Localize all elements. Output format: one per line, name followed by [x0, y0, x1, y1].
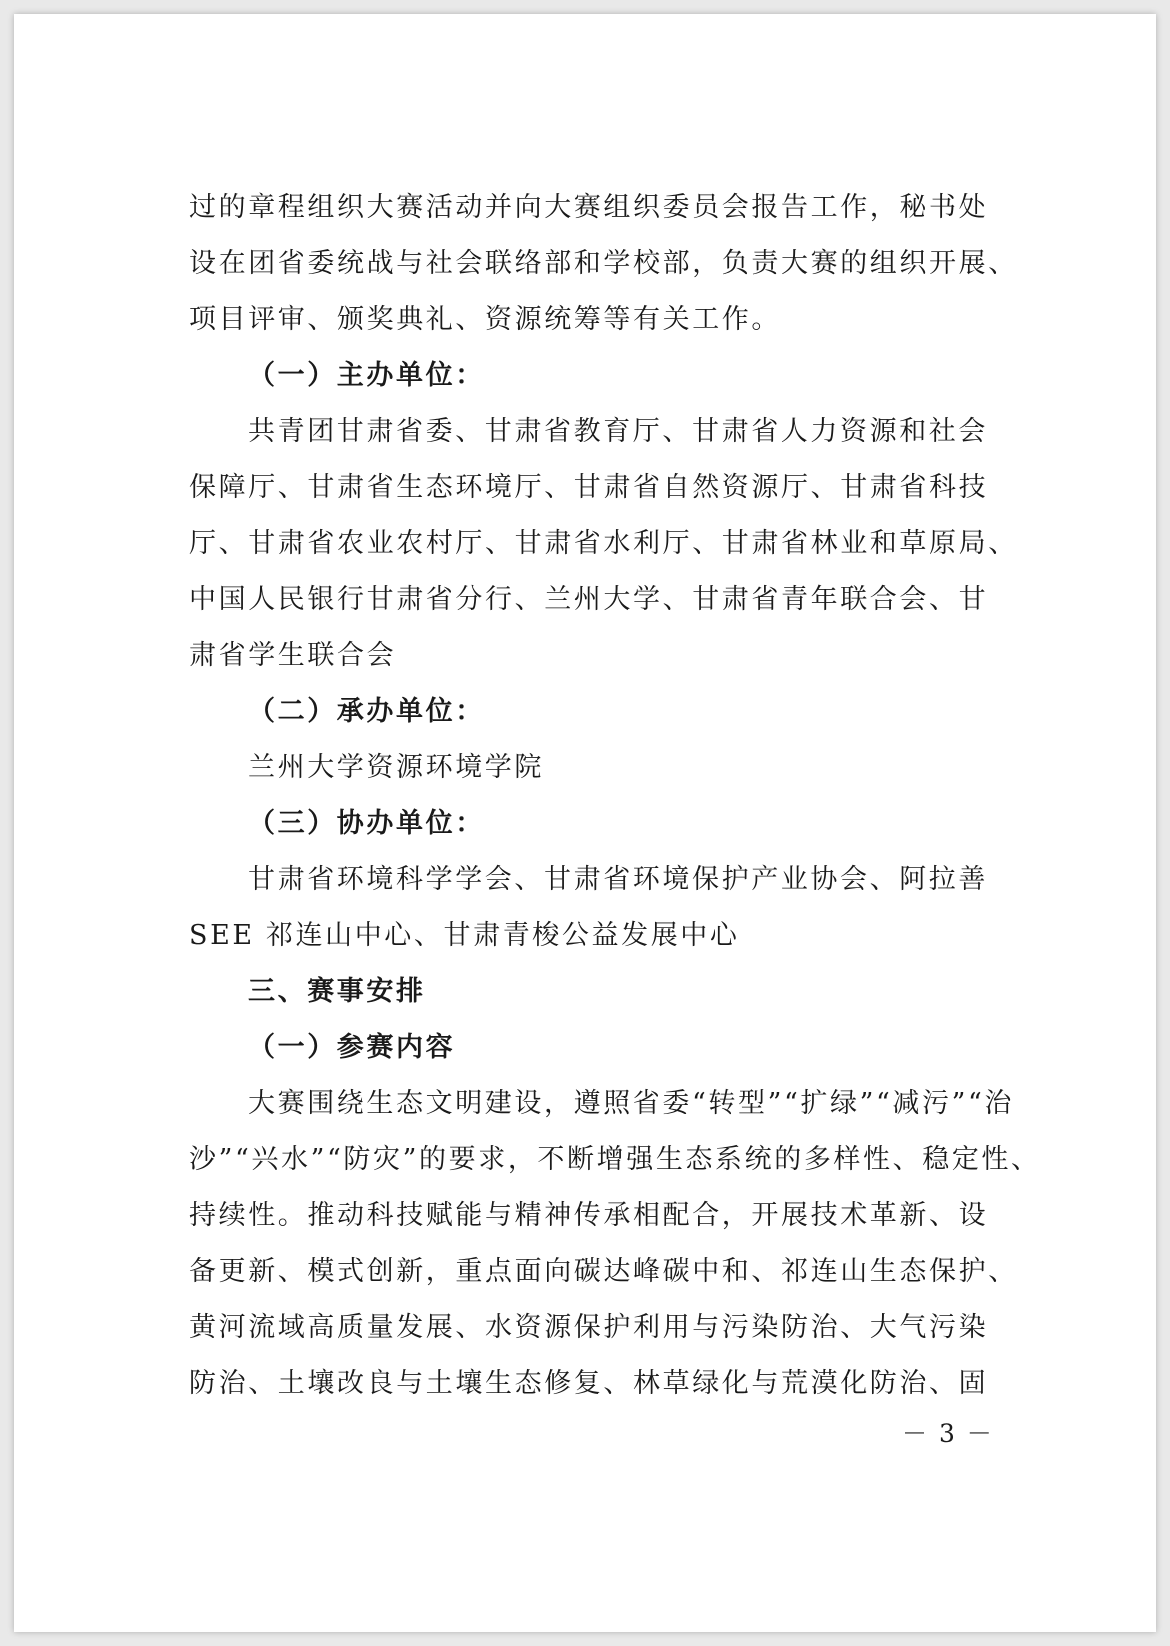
paragraph-line: SEE 祁连山中心、甘肃青梭公益发展中心	[189, 920, 740, 951]
paragraph-line: 中国人民银行甘肃省分行、兰州大学、甘肃省青年联合会、甘	[189, 584, 989, 615]
paragraph-line: 设在团省委统战与社会联络部和学校部，负责大赛的组织开展、	[189, 248, 1018, 279]
paragraph-line: 黄河流域高质量发展、水资源保护利用与污染防治、大气污染	[189, 1312, 989, 1343]
paragraph-line: 肃省学生联合会	[189, 640, 397, 671]
paragraph-line: 备更新、模式创新，重点面向碳达峰碳中和、祁连山生态保护、	[189, 1256, 1018, 1287]
paragraph-line: 持续性。推动科技赋能与精神传承相配合，开展技术革新、设	[189, 1200, 989, 1231]
section-heading-undertaker: （二）承办单位：	[248, 696, 485, 727]
paragraph-line: 共青团甘肃省委、甘肃省教育厅、甘肃省人力资源和社会	[248, 416, 988, 447]
paragraph-line: 甘肃省环境科学学会、甘肃省环境保护产业协会、阿拉善	[248, 864, 988, 895]
section-heading-organizer: （一）主办单位：	[248, 360, 485, 391]
paragraph-line: 沙”“兴水”“防灾”的要求，不断增强生态系统的多样性、稳定性、	[189, 1144, 1041, 1175]
page-number: － 3 －	[902, 1419, 994, 1448]
section-heading-schedule: 三、赛事安排	[248, 976, 426, 1007]
section-heading-content: （一）参赛内容	[248, 1032, 456, 1063]
paragraph-line: 防治、土壤改良与土壤生态修复、林草绿化与荒漠化防治、固	[189, 1368, 989, 1399]
paragraph-line: 过的章程组织大赛活动并向大赛组织委员会报告工作，秘书处	[189, 192, 989, 223]
section-heading-co-organizer: （三）协办单位：	[248, 808, 485, 839]
paragraph-line: 兰州大学资源环境学院	[248, 752, 544, 783]
paragraph-line: 厅、甘肃省农业农村厅、甘肃省水利厅、甘肃省林业和草原局、	[189, 528, 1018, 559]
paragraph-line: 项目评审、颁奖典礼、资源统筹等有关工作。	[189, 304, 781, 335]
paragraph-line: 大赛围绕生态文明建设，遵照省委“转型”“扩绿”“减污”“治	[248, 1088, 1015, 1119]
document-page	[14, 14, 1156, 1632]
paragraph-line: 保障厅、甘肃省生态环境厅、甘肃省自然资源厅、甘肃省科技	[189, 472, 989, 503]
